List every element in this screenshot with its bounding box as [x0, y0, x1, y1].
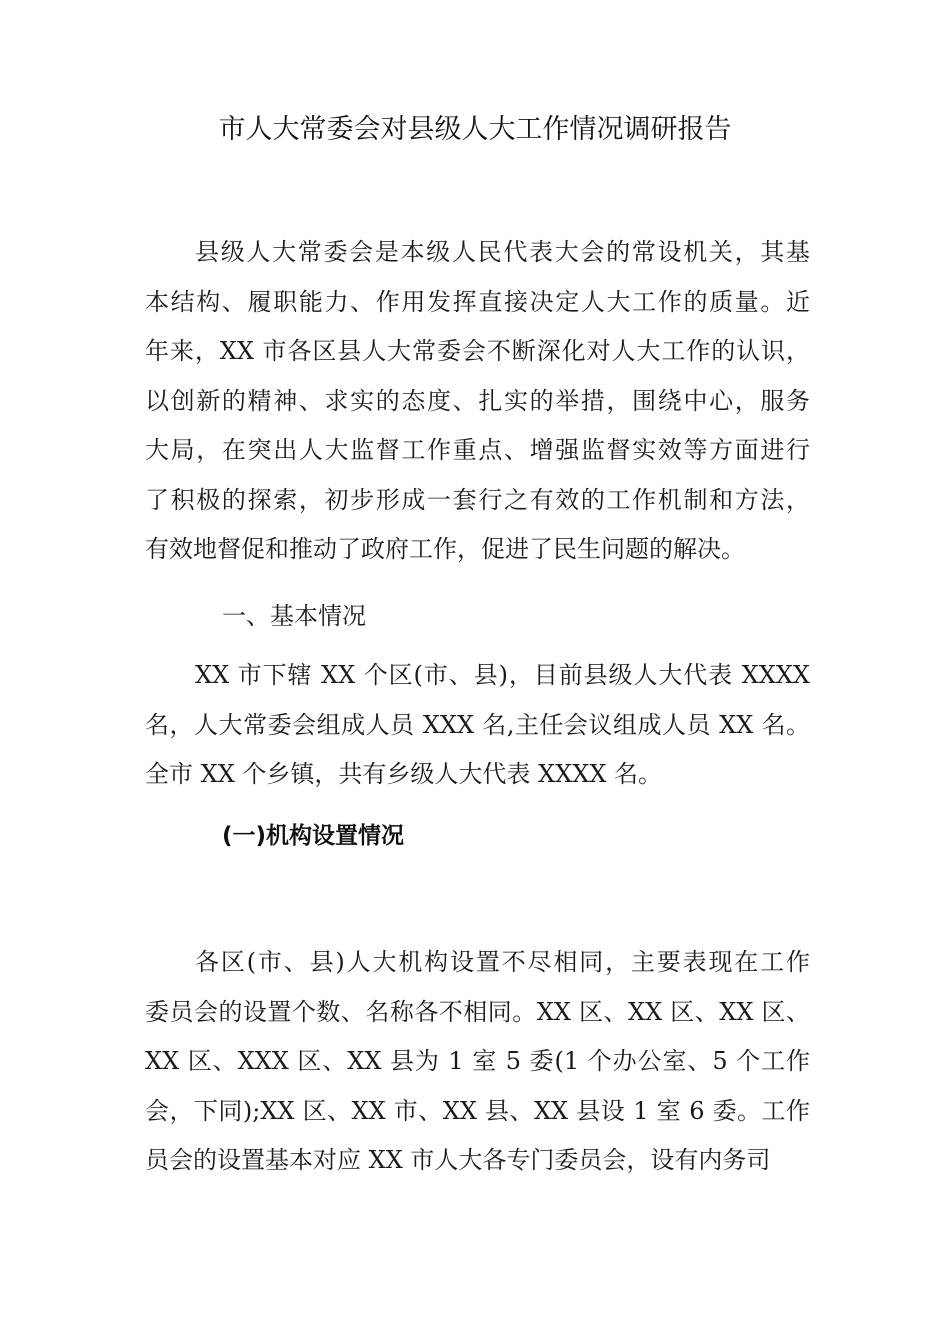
- paragraph-line: 本结构、履职能力、作用发挥直接决定人大工作的质量。近: [145, 287, 810, 316]
- document-title: 市人大常委会对县级人大工作情况调研报告: [218, 114, 732, 145]
- paragraph-line: XX 市下辖 XX 个区(市、县)，目前县级人大代表 XXXX: [195, 661, 810, 689]
- paragraph-line: 大局，在突出人大监督工作重点、增强监督实效等方面进行: [145, 436, 810, 464]
- paragraph-line: 县级人大常委会是本级人民代表大会的常设机关，其基: [195, 238, 810, 266]
- paragraph-line: 年来，XX 市各区县人大常委会不断深化对人大工作的认识，: [145, 337, 810, 365]
- section-heading: 一、基本情况: [222, 602, 366, 630]
- intro-paragraph: [145, 228, 810, 575]
- paragraph-line: 了积极的探索，初步形成一套行之有效的工作机制和方法，: [145, 485, 810, 514]
- paragraph-line: 员会的设置基本对应 XX 市人大各专门委员会，设有内务司: [145, 1146, 771, 1174]
- paragraph-line: 名，人大常委会组成人员 XXX 名,主任会议组成人员 XX 名。: [145, 710, 810, 739]
- org-setup-paragraph: [145, 938, 810, 1186]
- paragraph-line: 有效地督促和推动了政府工作，促进了民生问题的解决。: [145, 535, 745, 563]
- subsection-heading: (一)机构设置情况: [222, 823, 405, 849]
- paragraph-line: 会，下同);XX 区、XX 市、XX 县、XX 县设 1 室 6 委。工作: [145, 1096, 810, 1125]
- paragraph-line: 各区(市、县)人大机构设置不尽相同，主要表现在工作: [195, 948, 810, 976]
- basic-info-paragraph: [145, 651, 810, 800]
- paragraph-line: 全市 XX 个乡镇，共有乡级人大代表 XXXX 名。: [145, 760, 663, 788]
- paragraph-line: 委员会的设置个数、名称各不相同。XX 区、XX 区、XX 区、: [145, 997, 810, 1026]
- paragraph-line: XX 区、XXX 区、XX 县为 1 室 5 委(1 个办公室、5 个工作: [145, 1047, 810, 1075]
- paragraph-line: 以创新的精神、求实的态度、扎实的举措，围绕中心，服务: [145, 386, 810, 415]
